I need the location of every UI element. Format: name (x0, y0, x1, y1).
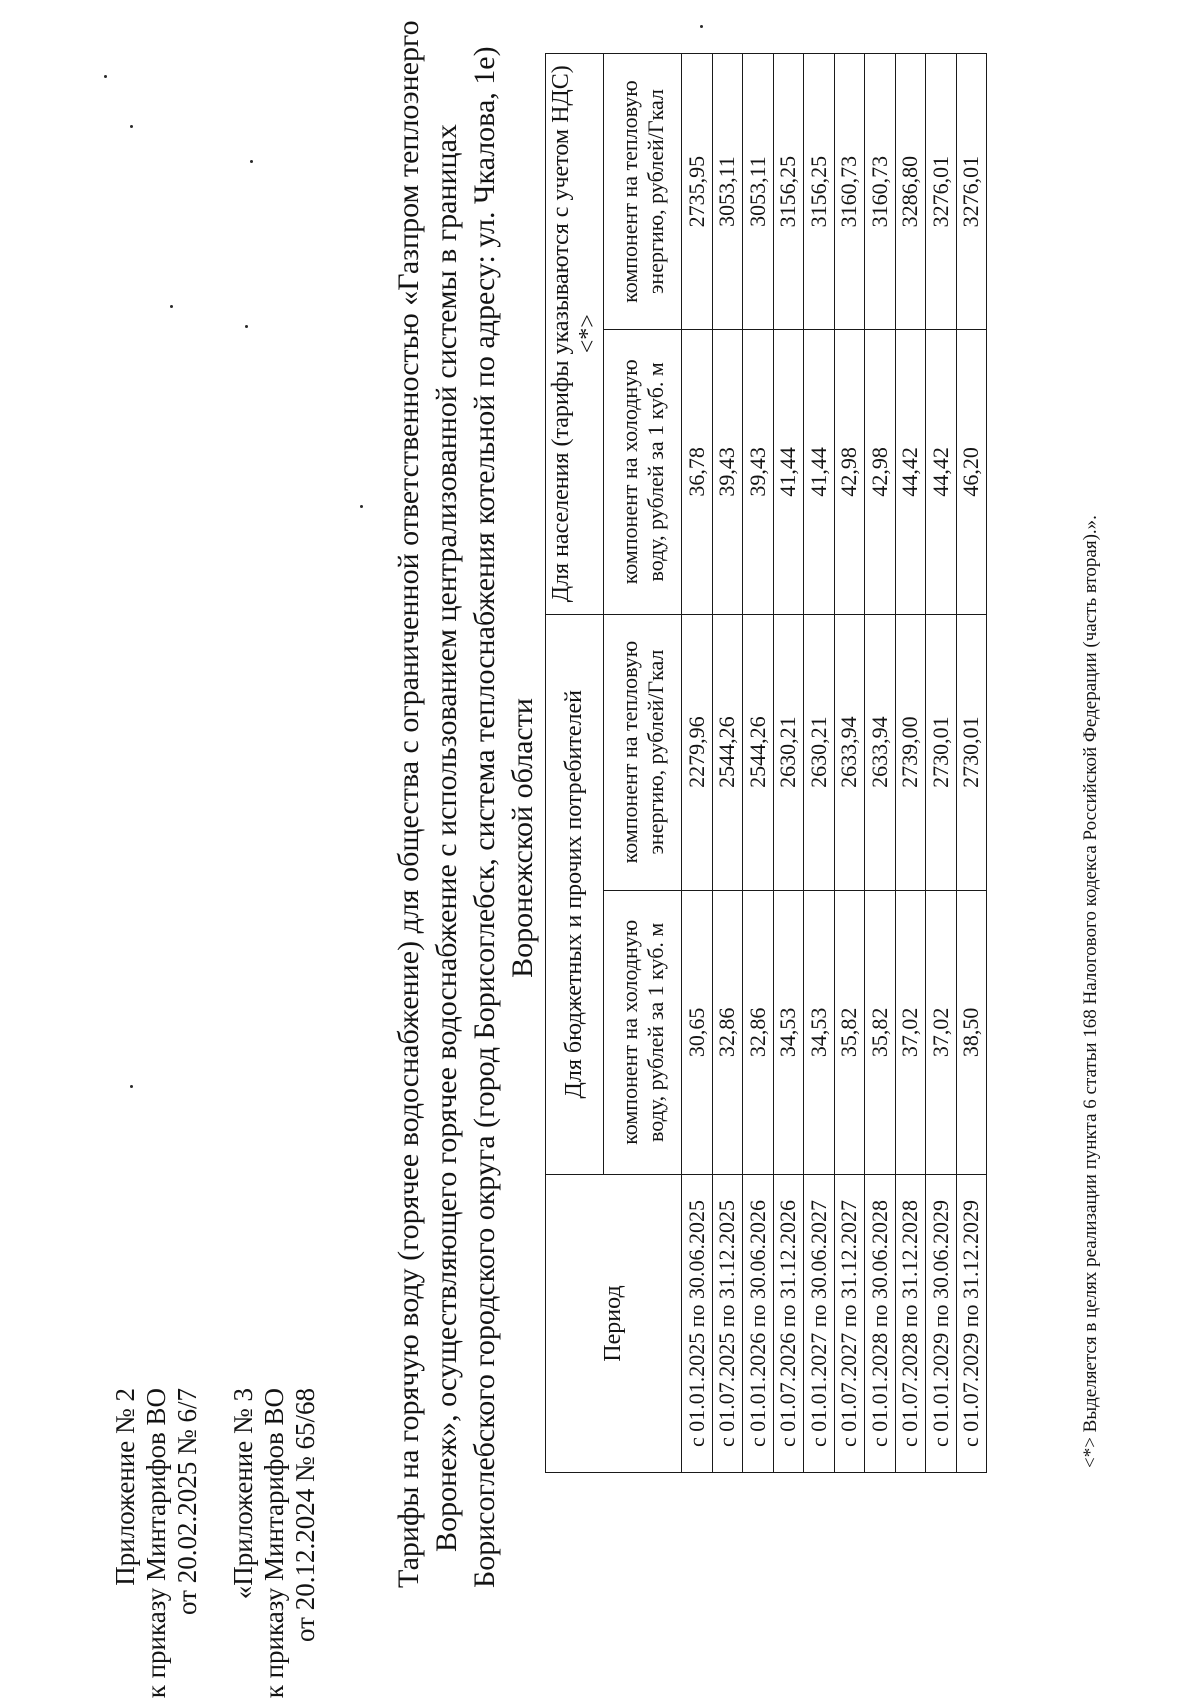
period-cell: с 01.01.2025 по 30.06.2025 (682, 1175, 713, 1473)
period-cell: с 01.01.2026 по 30.06.2026 (743, 1175, 774, 1473)
budget-cold-water-cell: 38,50 (956, 890, 987, 1174)
scan-speck (170, 305, 173, 308)
budget-cold-water-cell: 34,53 (804, 890, 835, 1174)
population-heat-header: компонент на тепловую энергию, рублей/Гкал (604, 54, 682, 330)
budget-cold-water-cell: 37,02 (895, 890, 926, 1174)
population-heat-cell: 3276,01 (956, 54, 987, 330)
budget-heat-cell: 2730,01 (956, 614, 987, 890)
population-group-header: Для населения (тарифы указываются с учетом НДС) <*> (546, 54, 604, 615)
budget-cold-water-cell: 35,82 (834, 890, 865, 1174)
appendix-2-line2: к приказу Минтарифов ВО (141, 1388, 171, 1699)
scan-speck (104, 75, 107, 78)
budget-heat-cell: 2633,94 (865, 614, 896, 890)
document-title (390, 20, 542, 1588)
title-line1: Тарифы на горячую воду (горячее водоснабжение) для общества с ограниченной ответственностью «Газпром теплоэнерго (392, 20, 425, 1588)
population-heat-cell: 3160,73 (834, 54, 865, 330)
population-cold-water-cell: 36,78 (682, 330, 713, 614)
appendix-2-header (110, 1388, 203, 1708)
period-cell: с 01.07.2026 по 31.12.2026 (773, 1175, 804, 1473)
table-row (804, 54, 835, 1473)
table-row (895, 54, 926, 1473)
period-cell: с 01.01.2028 по 30.06.2028 (865, 1175, 896, 1473)
table-row (956, 54, 987, 1473)
population-heat-cell: 3156,25 (804, 54, 835, 330)
population-heat-cell: 2735,95 (682, 54, 713, 330)
appendix-3-line1: «Приложение № 3 (228, 1388, 258, 1600)
title-line2: Воронеж», осуществляющего горячее водоснабжение с использованием централизованной системы в границах (430, 124, 463, 1552)
population-cold-water-cell: 41,44 (773, 330, 804, 614)
population-cold-water-cell: 41,44 (804, 330, 835, 614)
tariff-table (545, 53, 987, 1473)
scan-speck (250, 160, 253, 163)
table-row (865, 54, 896, 1473)
budget-heat-cell: 2544,26 (743, 614, 774, 890)
population-heat-cell: 3160,73 (865, 54, 896, 330)
tariff-table-body (682, 54, 987, 1473)
population-cold-water-cell: 39,43 (743, 330, 774, 614)
budget-cold-water-cell: 32,86 (712, 890, 743, 1174)
table-row (682, 54, 713, 1473)
footnote: <*> Выделяется в целях реализации пункта 6 статьи 168 Налогового кодекса Российской Федерации (часть вторая).». (1080, 515, 1101, 1468)
scan-speck (700, 25, 703, 28)
scan-speck (130, 125, 133, 128)
title-line4: Воронежской области (506, 698, 539, 978)
population-cold-water-cell: 42,98 (865, 330, 896, 614)
population-cold-water-header: компонент на холодную воду, рублей за 1 куб. м (604, 330, 682, 614)
budget-heat-cell: 2739,00 (895, 614, 926, 890)
budget-cold-water-header: компонент на холодную воду, рублей за 1 куб. м (604, 890, 682, 1174)
population-heat-cell: 3156,25 (773, 54, 804, 330)
population-heat-cell: 3276,01 (926, 54, 957, 330)
table-row (834, 54, 865, 1473)
scan-speck (130, 1085, 133, 1088)
period-cell: с 01.07.2027 по 31.12.2027 (834, 1175, 865, 1473)
period-cell: с 01.07.2029 по 31.12.2029 (956, 1175, 987, 1473)
period-header: Период (546, 1175, 682, 1473)
title-line3: Борисоглебского городского округа (город Борисоглебск, система теплоснабжения котельной по адресу: ул. Чкалова, 1е) (468, 46, 501, 1588)
budget-heat-cell: 2633,94 (834, 614, 865, 890)
budget-cold-water-cell: 35,82 (865, 890, 896, 1174)
appendix-3-line2: к приказу Минтарифов ВО (259, 1388, 289, 1699)
table-row (743, 54, 774, 1473)
appendix-3-header (228, 1388, 321, 1708)
table-row (712, 54, 743, 1473)
budget-heat-header: компонент на тепловую энергию, рублей/Гкал (604, 614, 682, 890)
table-row (773, 54, 804, 1473)
population-cold-water-cell: 42,98 (834, 330, 865, 614)
budget-cold-water-cell: 37,02 (926, 890, 957, 1174)
population-cold-water-cell: 39,43 (712, 330, 743, 614)
population-heat-cell: 3053,11 (712, 54, 743, 330)
budget-cold-water-cell: 34,53 (773, 890, 804, 1174)
period-cell: с 01.01.2027 по 30.06.2027 (804, 1175, 835, 1473)
budget-heat-cell: 2279,96 (682, 614, 713, 890)
population-cold-water-cell: 44,42 (926, 330, 957, 614)
appendix-3-line3: от 20.12.2024 № 65/68 (290, 1388, 320, 1642)
population-cold-water-cell: 46,20 (956, 330, 987, 614)
population-cold-water-cell: 44,42 (895, 330, 926, 614)
budget-group-header: Для бюджетных и прочих потребителей (546, 614, 604, 1174)
budget-heat-cell: 2730,01 (926, 614, 957, 890)
budget-cold-water-cell: 32,86 (743, 890, 774, 1174)
budget-cold-water-cell: 30,65 (682, 890, 713, 1174)
budget-heat-cell: 2630,21 (804, 614, 835, 890)
table-row (926, 54, 957, 1473)
appendix-2-line3: от 20.02.2025 № 6/7 (172, 1388, 202, 1615)
period-cell: с 01.07.2028 по 31.12.2028 (895, 1175, 926, 1473)
scan-speck (245, 325, 248, 328)
budget-heat-cell: 2630,21 (773, 614, 804, 890)
population-heat-cell: 3053,11 (743, 54, 774, 330)
appendix-2-line1: Приложение № 2 (110, 1388, 140, 1586)
population-heat-cell: 3286,80 (895, 54, 926, 330)
period-cell: с 01.01.2029 по 30.06.2029 (926, 1175, 957, 1473)
scan-speck (360, 505, 363, 508)
period-cell: с 01.07.2025 по 31.12.2025 (712, 1175, 743, 1473)
budget-heat-cell: 2544,26 (712, 614, 743, 890)
